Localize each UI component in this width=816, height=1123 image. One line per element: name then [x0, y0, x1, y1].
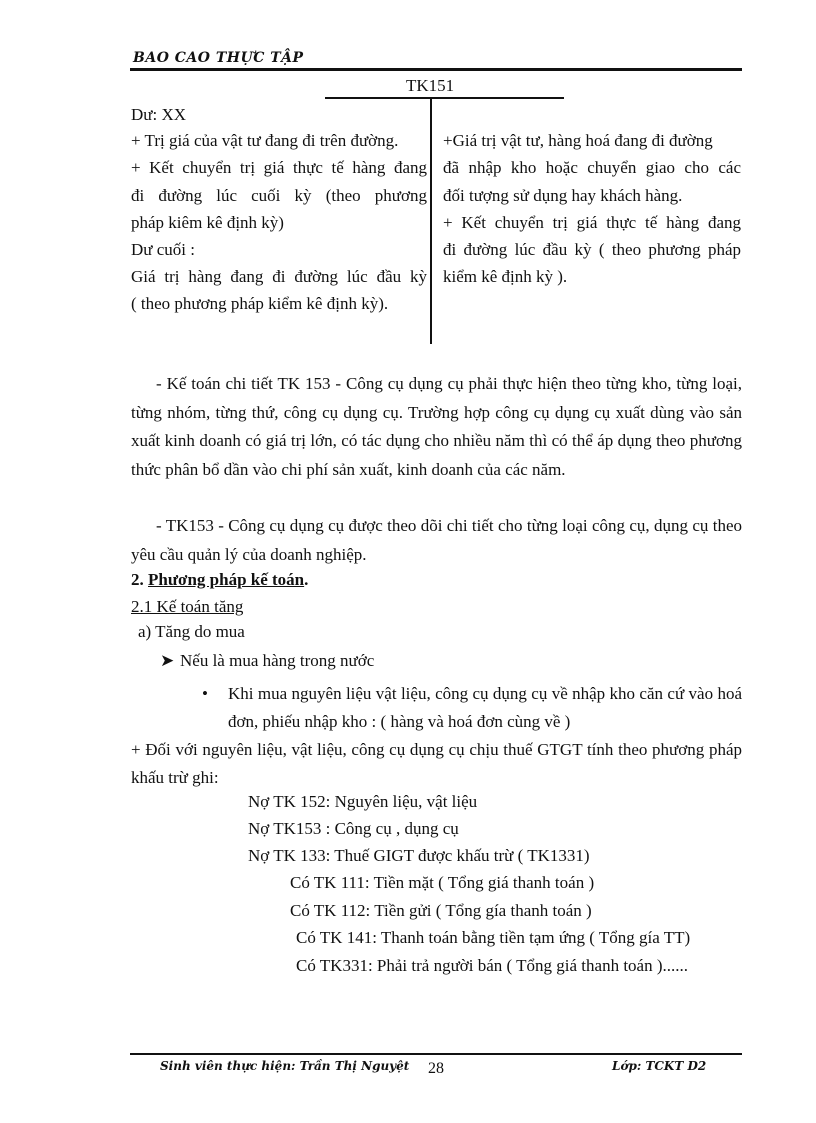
bullet-dot-icon: •	[202, 684, 208, 703]
subsection-heading: 2.1 Kế toán tăng	[131, 597, 244, 616]
arrow-item-text: Nếu là mua hàng trong nước	[180, 651, 375, 670]
report-header: BAO CAO THỰC TẬP	[133, 50, 304, 66]
entry-line: Nợ TK 133: Thuế GIGT được khấu trừ ( TK1331)	[248, 846, 590, 865]
bullet-item-text: Khi mua nguyên liệu vật liệu, công cụ dụng cụ về nhập kho căn cứ vào hoá đơn, phiếu nhập kho : ( hàng và hoá đơn cùng về )	[228, 684, 742, 731]
section-number: 2.	[131, 570, 144, 589]
paragraph-tk153-detail: - Kế toán chi tiết TK 153 - Công cụ dụng cụ phải thực hiện theo từng kho, từng loại, từng nhóm, từng thứ, công cụ dụng cụ. Trường hợp công cụ dụng cụ xuất dùng vào sản xuất kinh doanh có giá trị lớn, có tác dụng cho nhiều năm thì có thể áp dụng theo phương thức phân bổ dần vào chi phí sản xuất, kinh doanh của các năm.	[131, 374, 742, 479]
t-right-line: đối tượng sử dụng hay khách hàng.	[443, 186, 683, 205]
t-right-line: đã nhập kho hoặc chuyển giao cho các	[443, 158, 741, 177]
t-right-line: +Giá trị vật tư, hàng hoá đang đi đường	[443, 131, 713, 150]
entry-line: Nợ TK153 : Công cụ , dụng cụ	[248, 819, 459, 838]
footer-class: Lớp: TCKT D2	[612, 1059, 707, 1073]
t-account-vertical-line	[430, 99, 432, 344]
t-left-line: Dư: XX	[131, 105, 187, 124]
section-end: .	[304, 570, 309, 589]
t-right-line: đi đường lúc đầu kỳ ( theo phương pháp	[443, 240, 741, 259]
page-number: 28	[428, 1060, 444, 1077]
footer-student: Sinh viên thực hiện: Trần Thị Nguyệt	[160, 1059, 410, 1073]
entry-line: Nợ TK 152: Nguyên liệu, vật liệu	[248, 792, 478, 811]
t-left-line: Giá trị hàng đang đi đường lúc đầu kỳ	[131, 267, 427, 286]
section-heading	[131, 570, 308, 590]
arrow-bullet-icon: ➤	[160, 651, 175, 670]
t-left-line: Dư cuối :	[131, 240, 195, 259]
t-right-line: kiểm kê định kỳ ).	[443, 267, 568, 286]
t-left-line: + Trị giá của vật tư đang đi trên đường.	[131, 131, 399, 150]
paragraph-vat: + Đối với nguyên liệu, vật liệu, công cụ dụng cụ chịu thuế GTGT tính theo phương pháp khấu trừ ghi:	[131, 740, 742, 787]
t-left-line: + Kết chuyển trị giá thực tế hàng đang	[131, 158, 427, 177]
entry-line: Có TK 141: Thanh toán bằng tiền tạm ứng ( Tổng gía TT)	[296, 928, 691, 947]
entry-line: Có TK331: Phải trả người bán ( Tổng giá thanh toán )......	[296, 956, 688, 975]
arrow-list-item	[160, 651, 374, 671]
header-rule	[130, 68, 742, 71]
t-left-line: pháp kiêm kê định kỳ)	[131, 213, 284, 232]
section-title: Phương pháp kế toán	[148, 570, 305, 589]
t-account-title: TK151	[406, 76, 455, 95]
t-account-horizontal-line	[325, 97, 564, 99]
entry-line: Có TK 112: Tiền gửi ( Tổng gía thanh toán )	[290, 901, 592, 920]
footer-rule	[130, 1053, 742, 1055]
t-right-line: + Kết chuyển trị giá thực tế hàng đang	[443, 213, 741, 232]
entry-line: Có TK 111: Tiền mặt ( Tổng giá thanh toán )	[290, 873, 595, 892]
list-item-a: a) Tăng do mua	[138, 622, 245, 641]
t-left-line: ( theo phương pháp kiểm kê định kỳ).	[131, 294, 389, 313]
t-left-line: đi đường lúc cuối kỳ (theo phương	[131, 186, 427, 205]
paragraph-tk153-tracking: - TK153 - Công cụ dụng cụ được theo dõi chi tiết cho từng loại công cụ, dụng cụ theo yêu cầu quản lý của doanh nghiệp.	[131, 516, 742, 564]
